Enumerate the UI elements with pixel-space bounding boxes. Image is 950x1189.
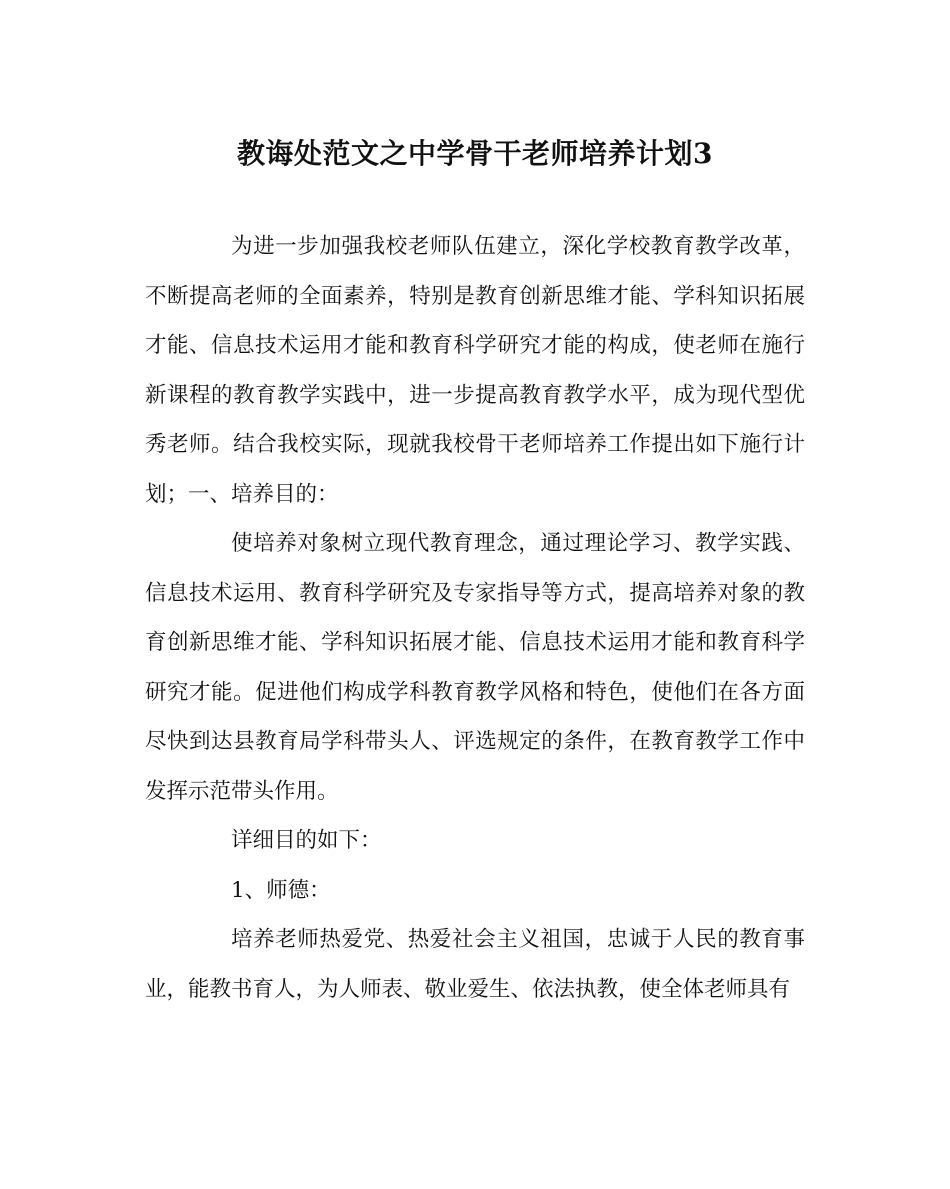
- paragraph-intro: 为进一步加强我校老师队伍建立，深化学校教育教学改革，不断提高老师的全面素养，特别是教育创新思维才能、学科知识拓展才能、信息技术运用才能和教育科学研究才能的构成，使老师在施行新课程的教育教学实践中，进一步提高教育教学水平，成为现代型优秀老师。结合我校实际，现就我校骨干老师培养工作提出如下施行计划；一、培养目的：: [145, 234, 805, 507]
- paragraph-ethics-heading: 1、师德：: [231, 877, 331, 903]
- document-body: [145, 222, 805, 1014]
- paragraph-detailed-goals-heading: 详细目的如下：: [231, 828, 382, 853]
- document-title: 教诲处范文之中学骨干老师培养计划3: [237, 137, 713, 170]
- paragraph-goals: 使培养对象树立现代教育理念，通过理论学习、教学实践、信息技术运用、教育科学研究及专家指导等方式，提高培养对象的教育创新思维才能、学科知识拓展才能、信息技术运用才能和教育科学研究才能。促进他们构成学科教育教学风格和特色，使他们在各方面尽快到达县教育局学科带头人、评选规定的条件，在教育教学工作中发挥示范带头作用。: [145, 531, 805, 804]
- paragraph-ethics: 培养老师热爱党、热爱社会主义祖国，忠诚于人民的教育事业，能教书育人，为人师表、敬业爱生、依法执教，使全体老师具有: [145, 927, 805, 1002]
